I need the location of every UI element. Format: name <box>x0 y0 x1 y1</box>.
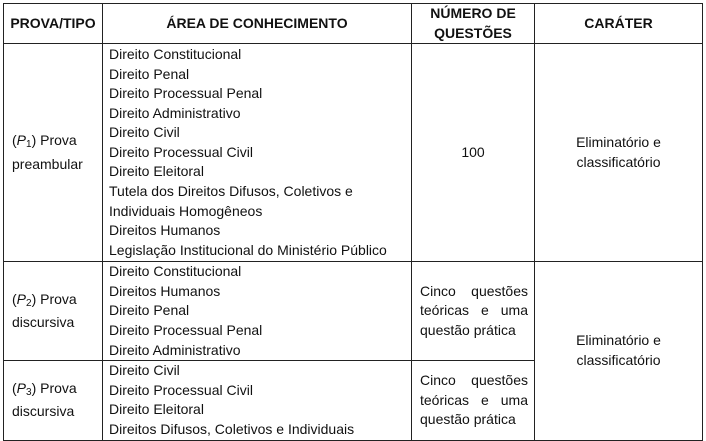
area-item: Direitos Humanos <box>109 282 221 299</box>
area-item: Direito Processual Penal <box>109 85 263 102</box>
area-item: Direito Penal <box>109 65 190 82</box>
header-carater: CARÁTER <box>535 4 703 44</box>
area-item: Legislação Institucional do Ministério Público <box>109 241 387 258</box>
header-numero-line2: QUESTÕES <box>434 24 512 41</box>
area-item: Direito Administrativo <box>109 341 241 358</box>
area-item: Direito Administrativo <box>109 104 241 121</box>
table-row <box>4 262 703 361</box>
area-item: Direito Processual Civil <box>109 143 253 160</box>
numero-questoes-cell: 100 <box>412 44 535 262</box>
area-item: Direito Civil <box>109 124 180 141</box>
table-header-row <box>4 4 703 44</box>
area-item: Direito Constitucional <box>109 45 242 62</box>
area-item: Direito Eleitoral <box>109 401 204 418</box>
numero-questoes-cell: Cinco questões teóricas e uma questão prática <box>412 361 535 440</box>
area-conhecimento-cell <box>103 361 412 440</box>
area-item: Direitos Humanos <box>109 222 221 239</box>
prova-tipo-cell: $(P_1)$ Prova preambular <box>4 44 103 262</box>
area-conhecimento-cell <box>103 44 412 262</box>
area-item: Direitos Difusos, Coletivos e Individuais <box>109 420 355 437</box>
table-row <box>4 44 703 262</box>
numero-questoes-cell: Cinco questões teóricas e uma questão prática <box>412 262 535 361</box>
header-prova-tipo: PROVA/TIPO <box>4 4 103 44</box>
header-numero-line1: NÚMERO DE <box>430 5 516 21</box>
carater-cell: Eliminatório e classificatório <box>535 262 703 440</box>
exam-structure-table <box>3 3 703 441</box>
area-conhecimento-cell <box>103 262 412 361</box>
prova-tipo-cell: $(P_2)$ Prova discursiva <box>4 262 103 361</box>
header-area-conhecimento: ÁREA DE CONHECIMENTO <box>103 4 412 44</box>
area-item: Direito Civil <box>109 362 180 379</box>
header-numero-questoes <box>412 4 535 44</box>
area-item: Individuais Homogêneos <box>109 202 263 219</box>
area-item: Direito Processual Civil <box>109 381 253 398</box>
area-item: Direito Eleitoral <box>109 163 204 180</box>
area-item: Tutela dos Direitos Difusos, Coletivos e <box>109 183 353 200</box>
area-item: Direito Penal <box>109 302 190 319</box>
area-item: Direito Constitucional <box>109 263 242 280</box>
prova-tipo-cell: $(P_3)$ Prova discursiva <box>4 361 103 440</box>
carater-cell: Eliminatório e classificatório <box>535 44 703 262</box>
area-item: Direito Processual Penal <box>109 321 263 338</box>
